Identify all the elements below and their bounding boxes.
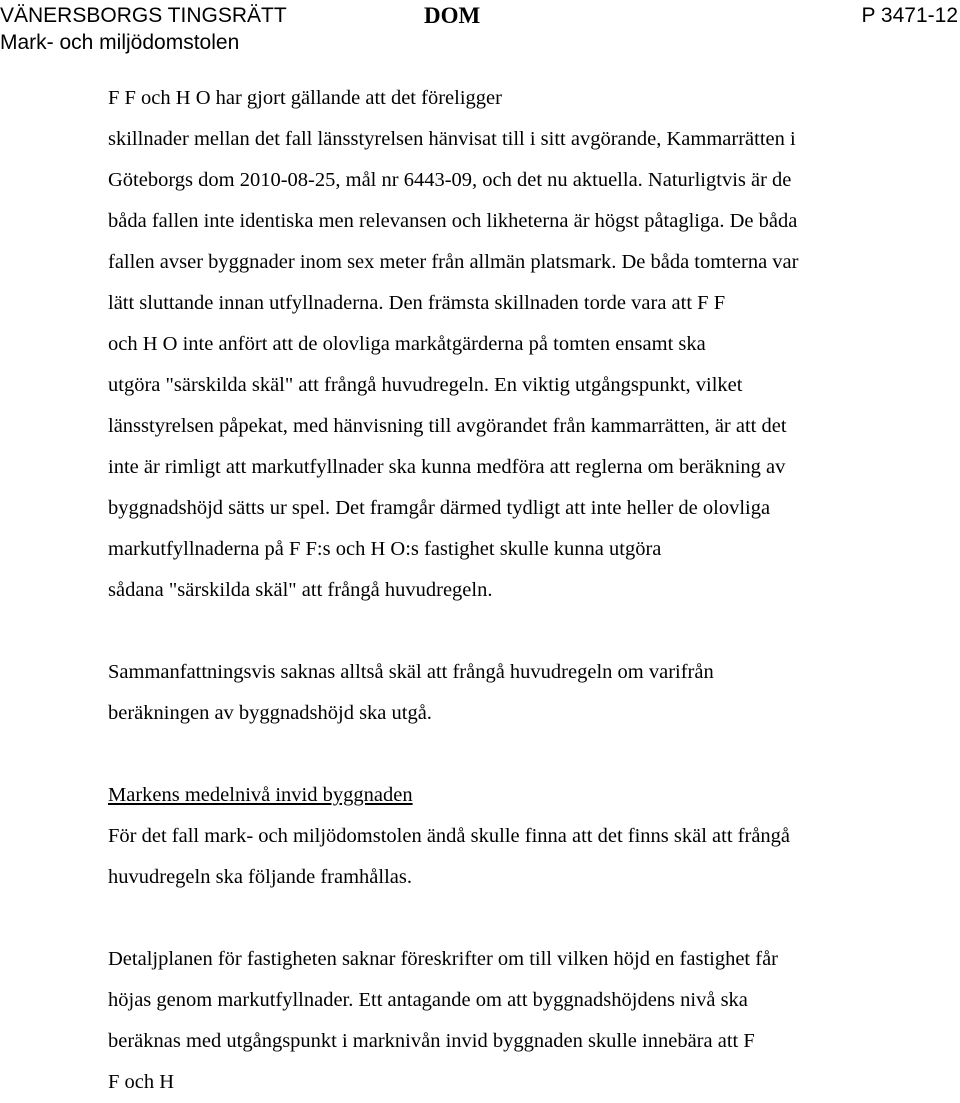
text-line: sådana "särskilda skäl" att frångå huvudregeln. <box>108 579 493 601</box>
text-line: För det fall mark- och miljödomstolen ändå skulle finna att det finns skäl att frångå <box>108 825 791 847</box>
document-type: DOM <box>424 3 481 28</box>
text-line: beräkningen av byggnadshöjd ska utgå. <box>108 702 432 724</box>
paragraph-differences <box>108 78 950 611</box>
document-body <box>108 78 950 1103</box>
section-markens-medelniva <box>108 775 950 898</box>
court-division: Mark- och miljödomstolen <box>0 31 240 54</box>
text-line: höjas genom markutfyllnader. Ett antagande om att byggnadshöjdens nivå ska <box>108 989 748 1011</box>
text-line: markutfyllnaderna på F F:s och H O:s fastighet skulle kunna utgöra <box>108 538 662 560</box>
paragraph-detaljplan <box>108 939 950 1103</box>
text-line: Detaljplanen för fastigheten saknar föreskrifter om till vilken höjd en fastighet får <box>108 948 779 970</box>
page-header <box>0 0 960 70</box>
text-line: huvudregeln ska följande framhållas. <box>108 866 412 888</box>
text-line: fallen avser byggnader inom sex meter från allmän platsmark. De båda tomterna var <box>108 251 799 273</box>
paragraph-spacer <box>108 898 950 939</box>
text-line: båda fallen inte identiska men relevansen och likheterna är högst påtagliga. De båda <box>108 210 798 232</box>
paragraph-summary <box>108 652 950 734</box>
text-line: F F och H O har gjort gällande att det föreligger <box>108 87 502 109</box>
case-number: P 3471-12 <box>861 4 958 27</box>
text-line: F och H <box>108 1071 175 1093</box>
paragraph-spacer <box>108 611 950 652</box>
text-line: länsstyrelsen påpekat, med hänvisning till avgörandet från kammarrätten, är att det <box>108 415 787 437</box>
text-line: byggnadshöjd sätts ur spel. Det framgår därmed tydligt att inte heller de olovliga <box>108 497 771 519</box>
court-name: VÄNERSBORGS TINGSRÄTT <box>0 4 287 27</box>
text-line: lätt sluttande innan utfyllnaderna. Den främsta skillnaden torde vara att F F <box>108 292 726 314</box>
text-line: inte är rimligt att markutfyllnader ska kunna medföra att reglerna om beräkning av <box>108 456 786 478</box>
text-line: och H O inte anfört att de olovliga markåtgärderna på tomten ensamt ska <box>108 333 706 355</box>
court-info <box>0 2 287 56</box>
text-line: utgöra "särskilda skäl" att frångå huvudregeln. En viktig utgångspunkt, vilket <box>108 374 743 396</box>
text-line: Göteborgs dom 2010-08-25, mål nr 6443-09, och det nu aktuella. Naturligtvis är de <box>108 169 792 191</box>
section-heading: Markens medelnivå invid byggnaden <box>108 784 413 806</box>
text-line: Sammanfattningsvis saknas alltså skäl att frångå huvudregeln om varifrån <box>108 661 714 683</box>
paragraph-spacer <box>108 734 950 775</box>
text-line: skillnader mellan det fall länsstyrelsen hänvisat till i sitt avgörande, Kammarrätten i <box>108 128 796 150</box>
text-line: beräknas med utgångspunkt i marknivån invid byggnaden skulle innebära att F <box>108 1030 755 1052</box>
